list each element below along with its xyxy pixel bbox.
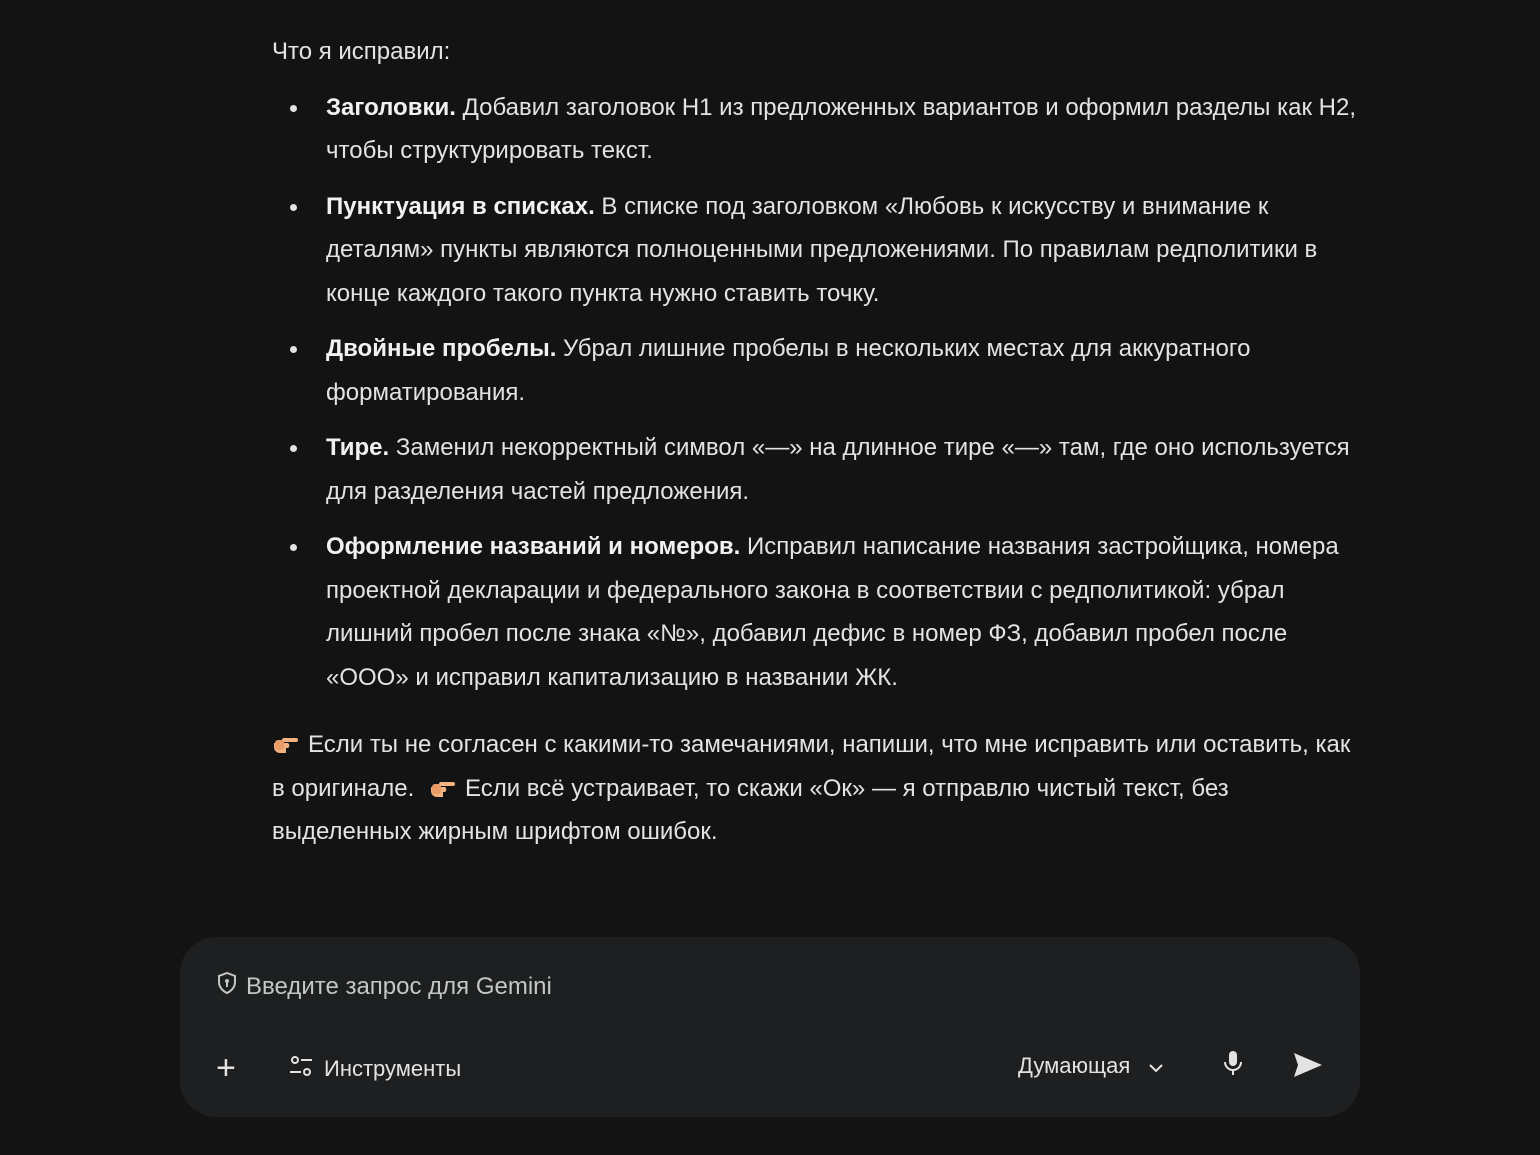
tools-icon [288, 1053, 314, 1085]
item-title: Тире. [326, 434, 390, 461]
shield-icon [216, 971, 238, 1002]
model-mode-select[interactable] [1018, 1053, 1164, 1079]
prompt-input[interactable] [216, 971, 552, 1002]
fix-list [272, 86, 1362, 700]
item-title: Заголовки. [326, 93, 456, 121]
prompt-box [180, 937, 1360, 1117]
outro-text-1: Если ты не согласен с какими-то замечаниями, напиши, что мне исправить или оставить, как в оригинале. [272, 731, 1351, 802]
list-item [272, 327, 1362, 414]
prompt-placeholder: Введите запрос для Gemini [246, 972, 552, 1000]
tools-label: Инструменты [324, 1056, 462, 1081]
response-intro: Что я исправил: [272, 38, 451, 65]
pointing-hand-icon [272, 726, 300, 748]
tools-button[interactable] [288, 1053, 461, 1085]
item-text: Заменил некорректный символ «—» на длинное тире «—» там, где оно используется для разделения частей предложения. [326, 434, 1350, 505]
list-item [272, 525, 1362, 699]
item-title: Двойные пробелы. [326, 335, 557, 362]
response-outro [272, 723, 1362, 854]
mode-label: Думающая [1018, 1053, 1131, 1078]
chevron-down-icon [1148, 1053, 1164, 1079]
item-text: В списке под заголовком «Любовь к искусству и внимание к деталям» пункты являются полноценными предложениями. По правилам редполитики в конце каждого такого пункта нужно ставить точку. [326, 192, 1318, 307]
bullet [290, 544, 297, 551]
bullet [290, 445, 297, 452]
pointing-hand-icon [429, 770, 457, 792]
item-text: Убрал лишние пробелы в нескольких местах для аккуратного форматирования. [326, 335, 1251, 406]
item-text: Добавил заголовок H1 из предложенных вариантов и оформил разделы как H2, чтобы структурировать текст. [326, 93, 1356, 164]
item-text: Исправил написание названия застройщика, номера проектной декларации и федерального закона в соответствии с редполитикой: убрал лишний пробел после знака «№», добавил дефис в номер ФЗ, добавил пробел после «ООО» и исправил капитализацию в названии ЖК. [326, 533, 1339, 691]
list-item [272, 86, 1362, 173]
outro-text-2: Если всё устраивает, то скажи «Ок» — я отправлю чистый текст, без выделенных жирным шрифтом ошибок. [272, 774, 1229, 845]
list-item [272, 185, 1362, 316]
list-item [272, 426, 1362, 513]
bullet [290, 204, 297, 211]
bullet [290, 346, 297, 353]
microphone-button[interactable] [1222, 1049, 1244, 1084]
add-button[interactable] [216, 1049, 236, 1087]
bullet [290, 105, 297, 112]
microphone-icon [1222, 1066, 1244, 1083]
item-title: Оформление названий и номеров. [326, 533, 741, 560]
send-button[interactable] [1292, 1051, 1324, 1084]
send-icon [1292, 1066, 1324, 1083]
plus-icon: + [216, 1049, 236, 1087]
response-message [272, 30, 1362, 878]
item-title: Пунктуация в списках. [326, 192, 595, 220]
